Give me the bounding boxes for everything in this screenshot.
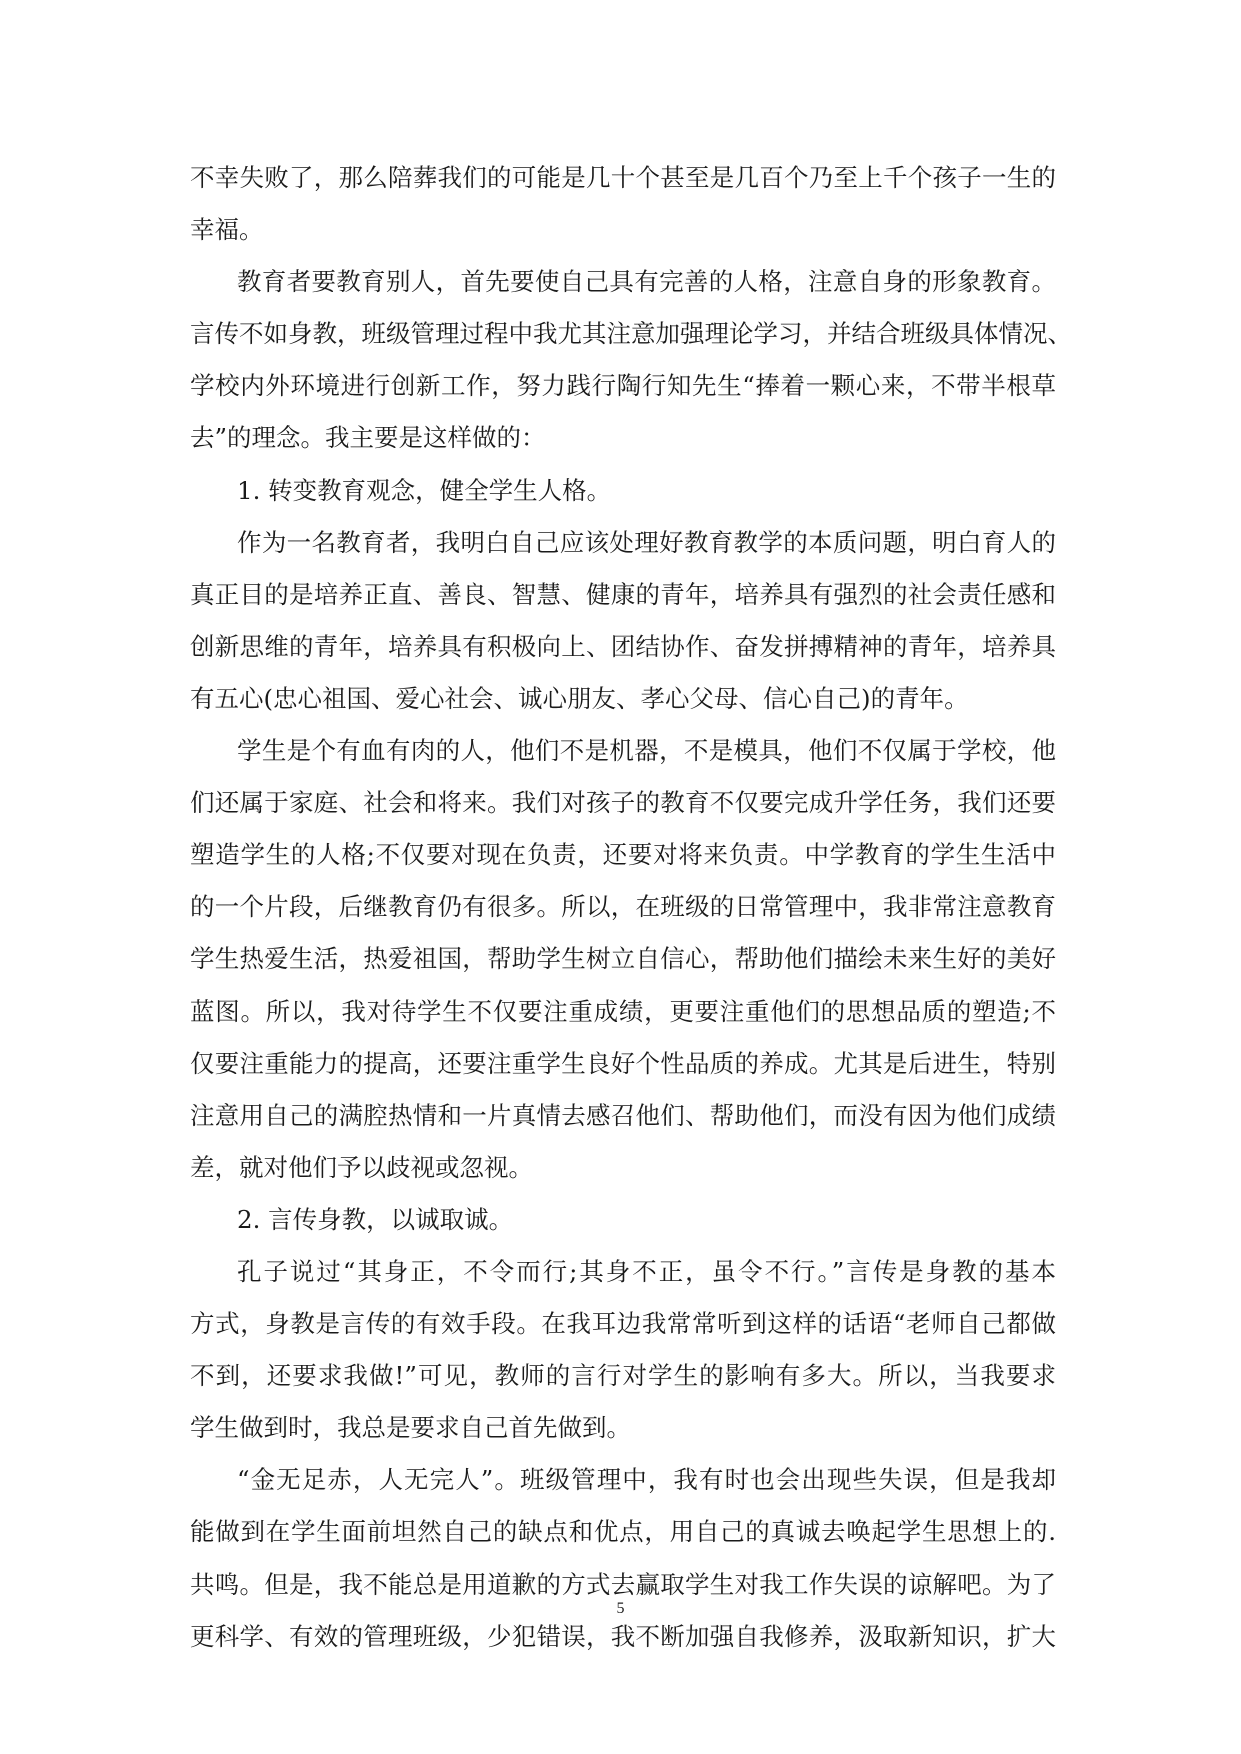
text-line: 蓝图。所以，我对待学生不仅要注重成绩，更要注重他们的思想品质的塑造;不 bbox=[190, 996, 1056, 1026]
text-line: 言传不如身教，班级管理过程中我尤其注意加强理论学习，并结合班级具体情况、 bbox=[190, 319, 1072, 349]
text-line: “金无足赤，人无完人”。班级管理中，我有时也会出现些失误，但是我却 bbox=[237, 1465, 1056, 1495]
text-line: 学生热爱生活，热爱祖国，帮助学生树立自信心，帮助他们描绘未来生好的美好 bbox=[190, 944, 1056, 974]
text-line: 更科学、有效的管理班级，少犯错误，我不断加强自我修养，汲取新知识，扩大 bbox=[190, 1621, 1056, 1651]
text-line: 注意用自己的满腔热情和一片真情去感召他们、帮助他们，而没有因为他们成绩 bbox=[190, 1100, 1056, 1130]
text-line: 孔子说过“其身正，不令而行;其身不正，虽令不行。”言传是身教的基本 bbox=[237, 1256, 1056, 1286]
text-line: 教育者要教育别人，首先要使自己具有完善的人格，注意自身的形象教育。 bbox=[237, 267, 1056, 297]
text-line: 真正目的是培养正直、善良、智慧、健康的青年，培养具有强烈的社会责任感和 bbox=[190, 579, 1056, 609]
text-line: 去”的理念。我主要是这样做的： bbox=[190, 423, 546, 453]
text-line: 创新思维的青年，培养具有积极向上、团结协作、奋发拼搏精神的青年，培养具 bbox=[190, 631, 1056, 661]
text-line: 的一个片段，后继教育仍有很多。所以，在班级的日常管理中，我非常注意教育 bbox=[190, 892, 1056, 922]
text-line: 能做到在学生面前坦然自己的缺点和优点，用自己的真诚去唤起学生思想上的. bbox=[190, 1517, 1056, 1547]
text-line: 塑造学生的人格;不仅要对现在负责，还要对将来负责。中学教育的学生生活中 bbox=[190, 840, 1056, 870]
page-number: 5 bbox=[616, 1600, 625, 1617]
text-line: 差，就对他们予以歧视或忽视。 bbox=[190, 1152, 533, 1182]
text-line: 2. 言传身教，以诚取诚。 bbox=[237, 1204, 514, 1234]
text-line: 们还属于家庭、社会和将来。我们对孩子的教育不仅要完成升学任务，我们还要 bbox=[190, 788, 1056, 818]
text-line: 作为一名教育者，我明白自己应该处理好教育教学的本质问题，明白育人的 bbox=[237, 527, 1056, 557]
body-text bbox=[190, 152, 1072, 1663]
text-line: 1. 转变教育观念，健全学生人格。 bbox=[237, 475, 612, 505]
text-line: 仅要注重能力的提高，还要注重学生良好个性品质的养成。尤其是后进生，特别 bbox=[190, 1048, 1056, 1078]
text-line: 方式，身教是言传的有效手段。在我耳边我常常听到这样的话语“老师自己都做 bbox=[190, 1309, 1056, 1339]
text-line: 学生做到时，我总是要求自己首先做到。 bbox=[190, 1413, 631, 1443]
text-line: 共鸣。但是，我不能总是用道歉的方式去赢取学生对我工作失误的谅解吧。为了 bbox=[190, 1569, 1056, 1599]
text-line: 学生是个有血有肉的人，他们不是机器，不是模具，他们不仅属于学校，他 bbox=[237, 736, 1056, 766]
text-line: 有五心(忠心祖国、爱心社会、诚心朋友、孝心父母、信心自己)的青年。 bbox=[190, 683, 969, 713]
text-line: 不幸失败了，那么陪葬我们的可能是几十个甚至是几百个乃至上千个孩子一生的 bbox=[190, 163, 1056, 192]
text-line: 不到，还要求我做!”可见，教师的言行对学生的影响有多大。所以，当我要求 bbox=[190, 1361, 1056, 1391]
text-line: 学校内外环境进行创新工作，努力践行陶行知先生“捧着一颗心来，不带半根草 bbox=[190, 371, 1056, 401]
text-line: 幸福。 bbox=[190, 215, 264, 245]
